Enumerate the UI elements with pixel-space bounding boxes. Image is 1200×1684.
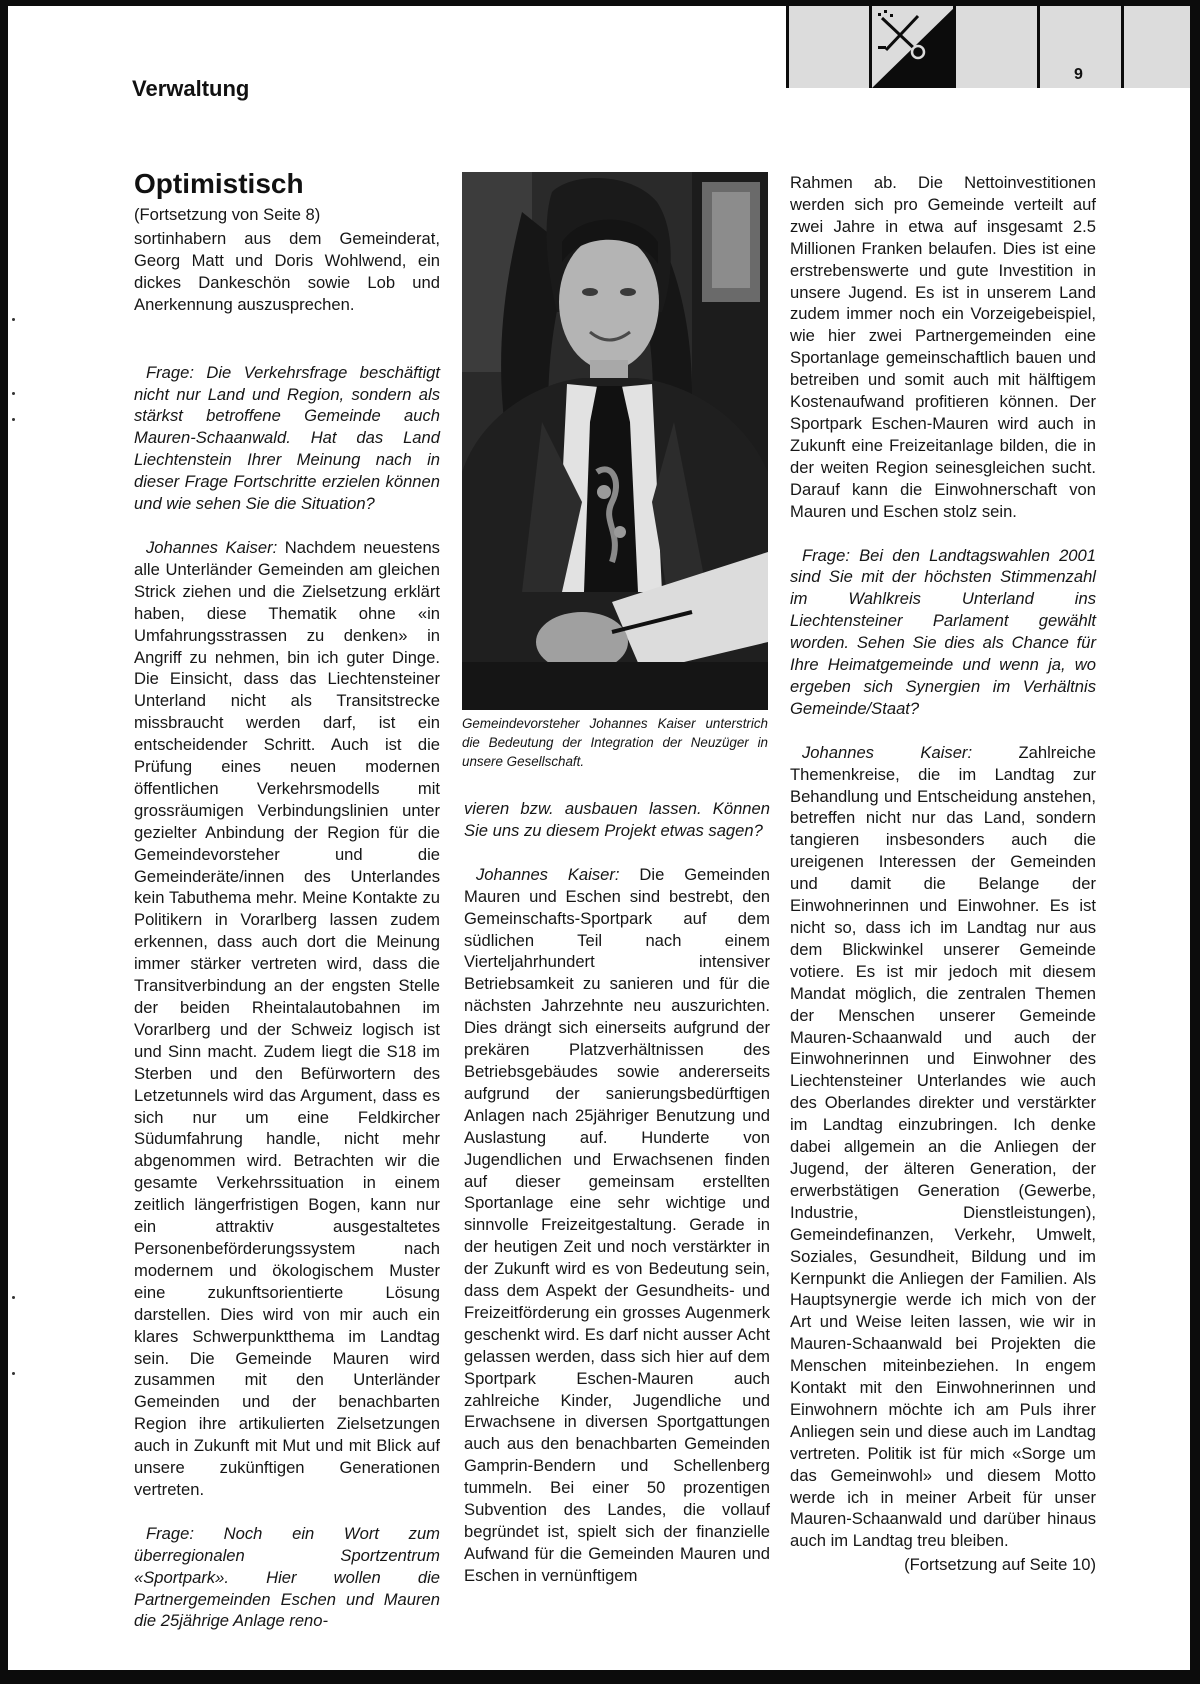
answer-traffic [134, 537, 440, 1501]
continued-on-note: (Fortsetzung auf Seite 10) [904, 1555, 1096, 1575]
scan-speck [12, 1296, 15, 1299]
scan-speck [12, 418, 15, 421]
scan-speck [12, 318, 15, 321]
portrait-photo [462, 172, 768, 710]
portrait-photo-frame [462, 172, 768, 712]
article-title: Optimistisch [134, 168, 304, 199]
column-middle [464, 798, 770, 1609]
question-landtag: Frage: Bei den Landtagswahlen 2001 sind Sie mit der höchsten Stimmenzahl im Wahlkreis Unterland ins Liechtensteiner Parlament gewählt worden. Sehen Sie dies als Chance für Ihre Heimatgemeinde und wenn ja, wo ergeben sich Synergien im Verhältnis Gemeinde/Staat? [790, 545, 1096, 718]
answer-sportpark [464, 864, 770, 1587]
answer-text: Nachdem neuestens alle Unterländer Gemeinden am gleichen Strick ziehen und die Zielsetzung erklärt haben, diese Thematik ohne «in Umfahrungsstrassen zu denken» in Angriff zu nehmen, bin ich guter Dinge. Die Einsicht, dass das Liechtensteiner Unterland nicht als Transitstrecke missbraucht werden darf, ist ein entscheidender Schritt. Auch ist die Prüfung eines neuen modernen öffentlichen Verkehrsmodells mit grossräumigen Verbindungslinien unter gezielter Anbindung der Region für die Gemeindevorsteher und die Gemeinderäte/innen des Unterlandes kein Tabuthema mehr. Meine Kontakte zu Politikern in Vorarlberg lassen zudem erkennen, dass auch dort die Meinung immer stärker vertreten wird, dass die Transitverbindung an der engsten Stelle der beiden Rheintalautobahnen im Vorarlberg und der Schweiz logisch ist und Sinn macht. Zudem liegt die S18 im Sterben und den Befürwortern des Letzetunnels wird das Argument, dass es sich nur um eine Feldkircher Südumfahrung handle, nicht mehr abgenommen wird. Betrachten wir die gesamte Verkehrssituation in einem zeitlich längerfristigen Bogen, kann nur ein attraktiv ausgestaltetes Personenbeförderungssystem nach modernem und ökologischem Muster eine zukunftsorientierte Lösung darstellen. Dies wird von mir auch ein klares Schwerpunktthema im Landtag sein. Die Gemeinde Mauren wird zusammen mit den Unterländer Gemeinden und der benachbarten Region ihre artikulierten Zielsetzungen auch in Zukunft mit Mut und mit Blick auf unsere zukünftigen Generationen vertreten. [134, 537, 440, 1499]
answer-text: Die Gemeinden Mauren und Eschen sind bestrebt, den Gemeinschafts-Sportpark auf dem südlichen Teil nach einem Vierteljahrhundert intensiver Betriebsamkeit zu sanieren und für die nächsten Jahrzehnte neu auszurichten. Dies drängt sich einerseits aufgrund der prekären Platzverhältnissen des Betriebsgebäudes sowie andererseits aufgrund der sanierungsbedürftigen Anlagen nach 25jähriger Benutzung und Auslastung auf. Hunderte von Jugendlichen und Erwachsenen finden auf dieser gemeinsam erstellten Sportanlage eine sehr wichtige und sinnvolle Freizeitgestaltung. Gerade in der heutigen Zeit und noch verstärkter in der Zukunft wird es von Bedeutung sein, dass dem Aspekt der Gesundheits- und Freizeitförderung ein grosses Augenmerk geschenkt wird. Es darf nicht ausser Acht gelassen werden, dass sich hier auf dem Sportpark Eschen-Mauren auch zahlreiche Kinder, Jugendliche und Erwachsene in diversen Sportgattungen auch aus den benachbarten Gemeinden Gamprin-Bendern und Schellenberg tummeln. Bei einer 50 prozentigen Subvention des Landes, die vollauf begründet ist, spielt sich der finanzielle Aufwand für die Gemeinden Mauren und Eschen in vernünftigem [464, 864, 770, 1585]
question-sportpark-end: vieren bzw. ausbauen lassen. Können Sie uns zu diesem Projekt etwas sagen? [464, 799, 770, 840]
column-left [134, 170, 440, 1632]
column-right [790, 172, 1096, 1576]
tab-cell [956, 6, 1040, 88]
answer-landtag [790, 742, 1096, 1553]
scan-border-left [0, 0, 8, 1684]
header-tab-strip [786, 6, 1190, 88]
tab-cell [786, 6, 872, 88]
answer-text: Zahlreiche Themenkreise, die im Landtag zur Behandlung und Entscheidung anstehen, betreffen nicht nur das Land, sondern tangieren insbesonders auch die ureigenen Interessen der Gemeinden und damit die Belange der Einwohnerinnen und Einwohner. Es ist nicht so, dass ich im Landtag nur aus dem Blickwinkel unserer Gemeinde votiere. Es ist mir jedoch mit diesem Mandat möglich, die zentralen Themen der Menschen unserer Gemeinde Mauren-Schaanwald und auch der Einwohnerinnen und Einwohner des Liechtensteiner Unterlandes wie auch des Oberlandes direkter und verstärkter im Landtag einzubringen. Ich denke dabei allgemein an die Anliegen der Jugend, der älteren Generation, der erwerbstätigen Generation (Gewerbe, Industrie, Dienstleistungen), Gemeindefinanzen, Verkehr, Umwelt, Soziales, Gesundheit, Bildung und im Kernpunkt die Anliegen der Familien. Als Hauptsynergie werde ich mich von der Art und Weise leiten lassen, wie wir in Mauren-Schaanwald bei Projekten die Menschen miteinbeziehen. In engem Kontakt mit den Einwohnerinnen und Einwohnern möchte ich am Puls ihrer Anliegen sein und diese auch im Landtag vertreten. Politik ist für mich «Sorge um das Gemeinwohl» und diesem Motto werde ich in meiner Arbeit für unser Mauren-Schaanwald und darüber hinaus auch im Landtag treu bleiben. [790, 742, 1096, 1551]
photo-caption: Gemeindevorsteher Johannes Kaiser unterstrich die Bedeutung der Integration der Neuzüger in unsere Gesellschaft. [462, 716, 768, 769]
scan-speck [12, 1372, 15, 1375]
scan-border-right [1190, 0, 1200, 1684]
speaker-label: Johannes Kaiser: [476, 864, 620, 884]
speaker-label: Johannes Kaiser: [146, 537, 278, 557]
answer-sportpark-continued: Rahmen ab. Die Nettoinvestitionen werden sich pro Gemeinde verteilt auf zwei Jahre in etwa auf insgesamt 2.5 Millionen Franken belaufen. Dies ist eine erstrebenswerte und gute Investition in unsere Jugend. Es ist in unserem Land zudem immer noch ein Vorzeigebeispiel, wie hier zwei Partnergemeinden eine Sportanlage gemeinschaftlich bauen und betreiben und somit auch mit hälftigem Kostenaufwand profitieren können. Der Sportpark Eschen-Mauren wird auch in Zukunft eine Freizeitanlage bilden, die in der weiten Region seinesgleichen sucht. Darauf kann die Einwohnerschaft von Mauren und Eschen stolz sein. [790, 173, 1096, 521]
tab-icon-cell [872, 6, 956, 88]
tab-cell [1124, 6, 1190, 88]
intro-paragraph: sortinhabern aus dem Gemeinderat, Georg Matt und Doris Wohlwend, ein dickes Dankeschön sowie Lob und Anerkennung auszusprechen. [134, 229, 440, 314]
crossed-keys-shield-icon [872, 6, 956, 88]
scan-speck [12, 392, 15, 395]
question-sportpark-start: Frage: Noch ein Wort zum überregionalen Sportzentrum «Sportpark». Hier wollen die Partnergemeinden Eschen und Mauren die 25jährige Anlage reno- [134, 1523, 440, 1631]
question-traffic: Frage: Die Verkehrsfrage beschäftigt nicht nur Land und Region, sondern als stärkst betroffene Gemeinde auch Mauren-Schaanwald. Hat das Land Liechtenstein Ihrer Meinung nach in dieser Frage Fortschritte erzielen können und wie sehen Sie die Situation? [134, 362, 440, 514]
scan-border-bottom [0, 1670, 1200, 1684]
page-number: 9 [1074, 66, 1083, 83]
speaker-label: Johannes Kaiser: [802, 742, 973, 762]
portrait-illustration [462, 172, 768, 710]
section-heading: Verwaltung [132, 76, 250, 101]
continued-from-note: (Fortsetzung von Seite 8) [134, 205, 321, 224]
